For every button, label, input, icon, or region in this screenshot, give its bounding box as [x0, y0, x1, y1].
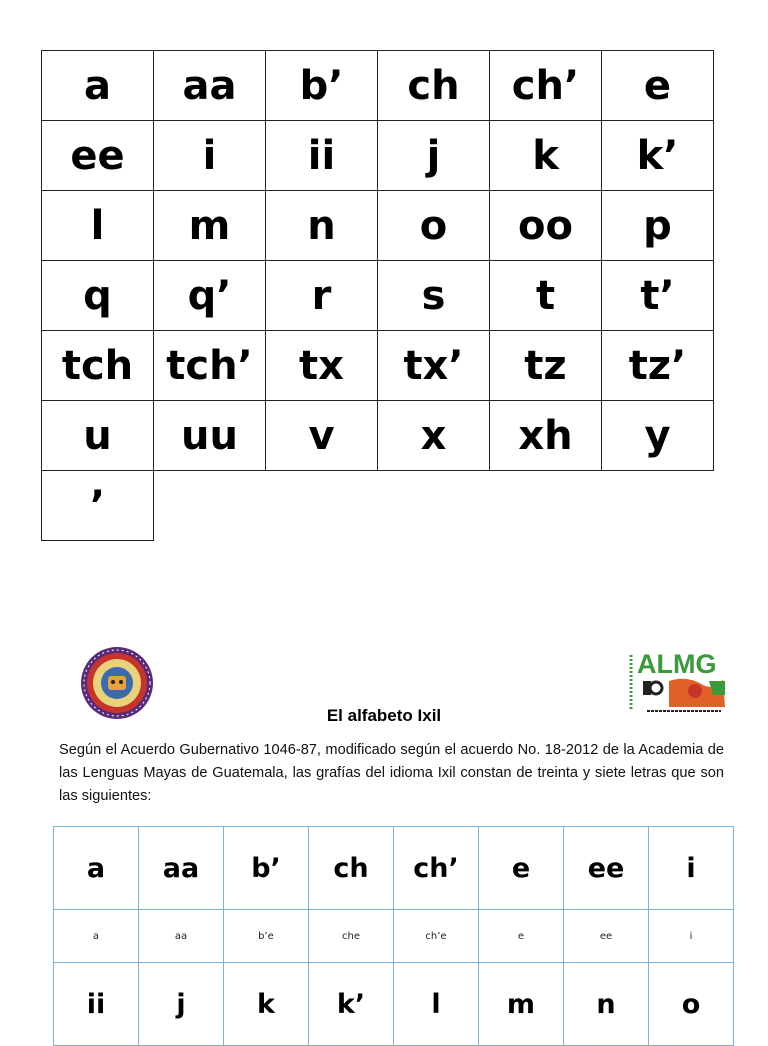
- letter-cell: ch: [309, 827, 394, 910]
- letter-cell: ii: [266, 121, 378, 191]
- letter-cell: n: [564, 963, 649, 1046]
- table-row: [42, 261, 714, 331]
- intro-paragraph: Según el Acuerdo Gubernativo 1046-87, modificado según el acuerdo No. 18-2012 de la Academia de las Lenguas Mayas de Guatemala, las grafías del idioma Ixil constan de treinta y siete letras que son las siguientes:: [59, 742, 724, 804]
- letter-cell: ee: [42, 121, 154, 191]
- letter-cell: l: [394, 963, 479, 1046]
- letter-cell: ch’: [490, 51, 602, 121]
- letter-cell: q: [42, 261, 154, 331]
- letter-cell: y: [602, 401, 714, 471]
- letter-name-cell: i: [649, 910, 734, 963]
- empty-cell: [154, 471, 266, 541]
- letter-cell: s: [378, 261, 490, 331]
- letter-cell: tch: [42, 331, 154, 401]
- letter-cell: o: [378, 191, 490, 261]
- letter-cell: ch: [378, 51, 490, 121]
- letter-cell: j: [139, 963, 224, 1046]
- letter-cell: u: [42, 401, 154, 471]
- empty-cell: [602, 471, 714, 541]
- top-alphabet-grid: [41, 50, 714, 541]
- empty-cell: [490, 471, 602, 541]
- letter-cell: i: [154, 121, 266, 191]
- document-title: El alfabeto Ixil: [326, 706, 442, 725]
- letter-cell: aa: [154, 51, 266, 121]
- letter-cell: o: [649, 963, 734, 1046]
- letter-name-cell: che: [309, 910, 394, 963]
- letter-cell: t: [490, 261, 602, 331]
- almg-logo-text: ALMG: [637, 649, 717, 679]
- empty-cell: [266, 471, 378, 541]
- letter-cell: k’: [309, 963, 394, 1046]
- letter-cell: b’: [266, 51, 378, 121]
- letter-cell: oo: [490, 191, 602, 261]
- letter-cell: tz’: [602, 331, 714, 401]
- letter-cell: k: [224, 963, 309, 1046]
- table-row: [42, 121, 714, 191]
- letter-cell: a: [54, 827, 139, 910]
- letter-cell: p: [602, 191, 714, 261]
- letter-name-cell: ch’e: [394, 910, 479, 963]
- table-row: [54, 963, 734, 1046]
- letter-cell: k: [490, 121, 602, 191]
- letter-cell: xh: [490, 401, 602, 471]
- table-row: [54, 910, 734, 963]
- letter-name-cell: ee: [564, 910, 649, 963]
- bottom-alphabet-table: [53, 826, 734, 1046]
- letter-cell: j: [378, 121, 490, 191]
- letter-cell: e: [479, 827, 564, 910]
- letter-cell: l: [42, 191, 154, 261]
- letter-cell: ee: [564, 827, 649, 910]
- letter-name-cell: a: [54, 910, 139, 963]
- letter-cell: tz: [490, 331, 602, 401]
- letter-cell: e: [602, 51, 714, 121]
- letter-name-cell: aa: [139, 910, 224, 963]
- table-row: [42, 191, 714, 261]
- letter-cell: ii: [54, 963, 139, 1046]
- letter-cell: k’: [602, 121, 714, 191]
- letter-cell: uu: [154, 401, 266, 471]
- letter-cell: ’: [42, 471, 154, 541]
- table-row: [42, 331, 714, 401]
- table-row: [54, 827, 734, 910]
- letter-cell: a: [42, 51, 154, 121]
- letter-cell: v: [266, 401, 378, 471]
- letter-name-cell: b’e: [224, 910, 309, 963]
- letter-cell: tx’: [378, 331, 490, 401]
- letter-cell: b’: [224, 827, 309, 910]
- empty-cell: [378, 471, 490, 541]
- letter-cell: aa: [139, 827, 224, 910]
- letter-cell: t’: [602, 261, 714, 331]
- letter-cell: r: [266, 261, 378, 331]
- letter-cell: q’: [154, 261, 266, 331]
- letter-name-cell: e: [479, 910, 564, 963]
- letter-cell: i: [649, 827, 734, 910]
- letter-cell: x: [378, 401, 490, 471]
- letter-cell: ch’: [394, 827, 479, 910]
- letter-cell: n: [266, 191, 378, 261]
- letter-cell: m: [479, 963, 564, 1046]
- table-row: [42, 471, 714, 541]
- letter-cell: tch’: [154, 331, 266, 401]
- letter-cell: m: [154, 191, 266, 261]
- letter-cell: tx: [266, 331, 378, 401]
- table-row: [42, 401, 714, 471]
- table-row: [42, 51, 714, 121]
